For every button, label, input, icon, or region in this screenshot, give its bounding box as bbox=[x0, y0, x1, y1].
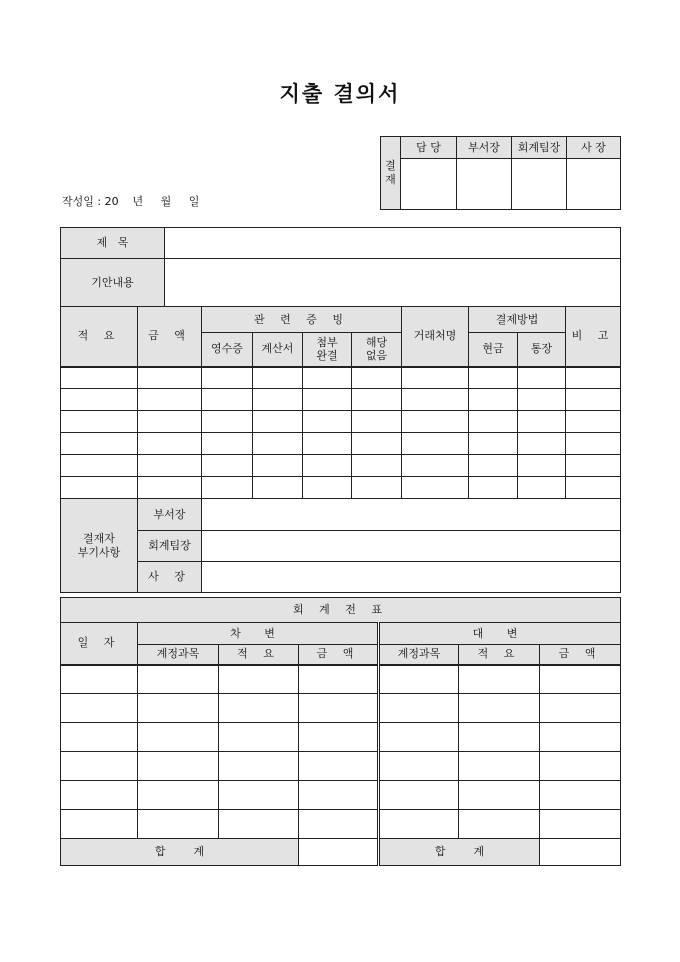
approval-sign-president[interactable] bbox=[567, 159, 621, 210]
voucher-cell[interactable] bbox=[219, 810, 299, 839]
entry-cell[interactable] bbox=[402, 455, 469, 477]
receipt-header: 영수증 bbox=[202, 333, 253, 367]
entry-cell[interactable] bbox=[202, 455, 253, 477]
entry-cell[interactable] bbox=[303, 477, 352, 499]
entry-cell[interactable] bbox=[202, 411, 253, 433]
entry-cell[interactable] bbox=[352, 433, 402, 455]
voucher-cell[interactable] bbox=[61, 723, 138, 752]
voucher-cell[interactable] bbox=[379, 723, 459, 752]
entry-cell[interactable] bbox=[303, 367, 352, 389]
entry-cell[interactable] bbox=[253, 411, 303, 433]
entry-cell[interactable] bbox=[303, 411, 352, 433]
entry-row bbox=[61, 433, 621, 455]
voucher-cell[interactable] bbox=[540, 665, 621, 694]
voucher-row bbox=[61, 665, 621, 694]
entry-cell[interactable] bbox=[202, 477, 253, 499]
voucher-cell[interactable] bbox=[138, 752, 219, 781]
voucher-title: 회 계 전 표 bbox=[61, 598, 621, 623]
entry-cell[interactable] bbox=[61, 455, 138, 477]
attachment-complete-header: 첨부 완결 bbox=[303, 333, 352, 367]
approval-box bbox=[380, 136, 621, 210]
content-label: 기안내용 bbox=[61, 259, 165, 307]
debit-total-label: 합 계 bbox=[61, 839, 299, 866]
voucher-cell[interactable] bbox=[219, 694, 299, 723]
credit-header: 대 변 bbox=[379, 623, 621, 645]
debit-account-header: 계정과목 bbox=[138, 645, 219, 665]
remarks-header: 비 고 bbox=[566, 307, 621, 367]
voucher-cell[interactable] bbox=[379, 665, 459, 694]
entry-cell[interactable] bbox=[518, 389, 566, 411]
notes-president-label: 사 장 bbox=[138, 562, 202, 593]
approval-sign-dept-head[interactable] bbox=[457, 159, 512, 210]
page-title: 지출 결의서 bbox=[279, 81, 401, 106]
notes-accounting-lead-label: 회계팀장 bbox=[138, 531, 202, 562]
entry-cell[interactable] bbox=[402, 389, 469, 411]
approval-header-staff: 담 당 bbox=[401, 137, 457, 159]
entry-cell[interactable] bbox=[469, 389, 518, 411]
voucher-row bbox=[61, 810, 621, 839]
expense-form bbox=[60, 227, 621, 593]
entry-cell[interactable] bbox=[61, 389, 138, 411]
voucher-row bbox=[61, 781, 621, 810]
voucher-cell[interactable] bbox=[61, 781, 138, 810]
voucher-cell[interactable] bbox=[299, 723, 379, 752]
voucher-cell[interactable] bbox=[459, 694, 540, 723]
approval-label: 결 재 bbox=[381, 137, 401, 210]
entry-cell[interactable] bbox=[202, 367, 253, 389]
voucher-cell[interactable] bbox=[219, 665, 299, 694]
debit-total-field[interactable] bbox=[299, 839, 379, 866]
entry-cell[interactable] bbox=[402, 411, 469, 433]
payment-header: 결제방법 bbox=[469, 307, 566, 333]
approval-header-accounting-lead: 회계팀장 bbox=[512, 137, 567, 159]
notes-dept-head-label: 부서장 bbox=[138, 499, 202, 531]
voucher-cell[interactable] bbox=[138, 723, 219, 752]
approval-header-dept-head: 부서장 bbox=[457, 137, 512, 159]
voucher-cell[interactable] bbox=[61, 665, 138, 694]
entry-cell[interactable] bbox=[61, 411, 138, 433]
voucher-cell[interactable] bbox=[379, 694, 459, 723]
entry-cell[interactable] bbox=[518, 477, 566, 499]
voucher-cell[interactable] bbox=[138, 665, 219, 694]
voucher-row bbox=[61, 694, 621, 723]
credit-total-label: 합 계 bbox=[379, 839, 540, 866]
voucher-row bbox=[61, 752, 621, 781]
entry-cell[interactable] bbox=[61, 433, 138, 455]
entry-cell[interactable] bbox=[253, 433, 303, 455]
vendor-header: 거래처명 bbox=[402, 307, 469, 367]
entry-cell[interactable] bbox=[469, 411, 518, 433]
voucher-cell[interactable] bbox=[299, 665, 379, 694]
entry-cell[interactable] bbox=[566, 433, 621, 455]
entry-cell[interactable] bbox=[61, 477, 138, 499]
entry-cell[interactable] bbox=[61, 367, 138, 389]
voucher-cell[interactable] bbox=[540, 694, 621, 723]
debit-summary-header: 적 요 bbox=[219, 645, 299, 665]
voucher-cell[interactable] bbox=[459, 665, 540, 694]
entry-cell[interactable] bbox=[138, 367, 202, 389]
voucher-cell[interactable] bbox=[138, 694, 219, 723]
subject-field[interactable] bbox=[165, 228, 621, 259]
voucher-cell[interactable] bbox=[459, 810, 540, 839]
entry-cell[interactable] bbox=[352, 389, 402, 411]
approval-sign-staff[interactable] bbox=[401, 159, 457, 210]
notes-president-field[interactable] bbox=[202, 562, 621, 593]
voucher-row bbox=[61, 723, 621, 752]
voucher-cell[interactable] bbox=[540, 810, 621, 839]
entry-cell[interactable] bbox=[566, 367, 621, 389]
entry-cell[interactable] bbox=[253, 389, 303, 411]
entry-cell[interactable] bbox=[402, 367, 469, 389]
voucher-cell[interactable] bbox=[299, 781, 379, 810]
voucher-cell[interactable] bbox=[61, 694, 138, 723]
voucher-cell[interactable] bbox=[459, 723, 540, 752]
entry-cell[interactable] bbox=[518, 367, 566, 389]
entry-cell[interactable] bbox=[138, 411, 202, 433]
voucher-cell[interactable] bbox=[299, 810, 379, 839]
entry-cell[interactable] bbox=[352, 477, 402, 499]
entry-cell[interactable] bbox=[566, 477, 621, 499]
evidence-header: 관 련 증 빙 bbox=[202, 307, 402, 333]
accounting-voucher bbox=[60, 597, 621, 866]
voucher-cell[interactable] bbox=[540, 723, 621, 752]
entry-cell[interactable] bbox=[469, 433, 518, 455]
entry-cell[interactable] bbox=[202, 433, 253, 455]
entry-cell[interactable] bbox=[566, 455, 621, 477]
credit-account-header: 계정과목 bbox=[379, 645, 459, 665]
entry-cell[interactable] bbox=[303, 433, 352, 455]
voucher-cell[interactable] bbox=[459, 781, 540, 810]
entry-cell[interactable] bbox=[303, 455, 352, 477]
summary-header: 적 요 bbox=[61, 307, 138, 367]
voucher-cell[interactable] bbox=[299, 694, 379, 723]
entry-cell[interactable] bbox=[352, 455, 402, 477]
entry-cell[interactable] bbox=[138, 477, 202, 499]
voucher-cell[interactable] bbox=[459, 752, 540, 781]
credit-total-field[interactable] bbox=[540, 839, 621, 866]
notes-dept-head-field[interactable] bbox=[202, 499, 621, 531]
subject-label: 제 목 bbox=[61, 228, 165, 259]
voucher-cell[interactable] bbox=[61, 810, 138, 839]
entry-row bbox=[61, 411, 621, 433]
invoice-header: 계산서 bbox=[253, 333, 303, 367]
debit-header: 차 변 bbox=[138, 623, 379, 645]
entry-cell[interactable] bbox=[138, 433, 202, 455]
entry-cell[interactable] bbox=[253, 367, 303, 389]
not-applicable-header: 해당 없음 bbox=[352, 333, 402, 367]
entry-cell[interactable] bbox=[469, 367, 518, 389]
entry-cell[interactable] bbox=[138, 389, 202, 411]
debit-amount-header: 금 액 bbox=[299, 645, 379, 665]
entry-cell[interactable] bbox=[518, 455, 566, 477]
amount-header: 금 액 bbox=[138, 307, 202, 367]
voucher-cell[interactable] bbox=[138, 781, 219, 810]
entry-cell[interactable] bbox=[402, 477, 469, 499]
entry-cell[interactable] bbox=[566, 411, 621, 433]
entry-cell[interactable] bbox=[566, 389, 621, 411]
entry-row bbox=[61, 389, 621, 411]
entry-cell[interactable] bbox=[352, 367, 402, 389]
voucher-cell[interactable] bbox=[138, 810, 219, 839]
date-line: 작성일 : 20 년 월 일 bbox=[62, 195, 200, 208]
entry-cell[interactable] bbox=[469, 455, 518, 477]
entry-row bbox=[61, 455, 621, 477]
voucher-cell[interactable] bbox=[219, 723, 299, 752]
entry-cell[interactable] bbox=[469, 477, 518, 499]
entry-cell[interactable] bbox=[303, 389, 352, 411]
voucher-cell[interactable] bbox=[540, 781, 621, 810]
voucher-cell[interactable] bbox=[219, 752, 299, 781]
voucher-cell[interactable] bbox=[379, 781, 459, 810]
notes-accounting-lead-field[interactable] bbox=[202, 531, 621, 562]
entry-cell[interactable] bbox=[253, 477, 303, 499]
voucher-date-label: 일 자 bbox=[61, 623, 138, 665]
notes-label: 결재자 부기사항 bbox=[61, 499, 138, 593]
entry-cell[interactable] bbox=[352, 411, 402, 433]
entry-cell[interactable] bbox=[402, 433, 469, 455]
voucher-cell[interactable] bbox=[540, 752, 621, 781]
approval-header-president: 사 장 bbox=[567, 137, 621, 159]
approval-sign-accounting-lead[interactable] bbox=[512, 159, 567, 210]
cash-header: 현금 bbox=[469, 333, 518, 367]
voucher-cell[interactable] bbox=[219, 781, 299, 810]
entry-row bbox=[61, 477, 621, 499]
entry-cell[interactable] bbox=[518, 433, 566, 455]
entry-cell[interactable] bbox=[253, 455, 303, 477]
voucher-cell[interactable] bbox=[379, 752, 459, 781]
credit-amount-header: 금 액 bbox=[540, 645, 621, 665]
entry-cell[interactable] bbox=[518, 411, 566, 433]
content-field[interactable] bbox=[165, 259, 621, 307]
bank-header: 통장 bbox=[518, 333, 566, 367]
voucher-cell[interactable] bbox=[379, 810, 459, 839]
voucher-cell[interactable] bbox=[299, 752, 379, 781]
entry-row bbox=[61, 367, 621, 389]
credit-summary-header: 적 요 bbox=[459, 645, 540, 665]
entry-cell[interactable] bbox=[202, 389, 253, 411]
entry-cell[interactable] bbox=[138, 455, 202, 477]
voucher-cell[interactable] bbox=[61, 752, 138, 781]
